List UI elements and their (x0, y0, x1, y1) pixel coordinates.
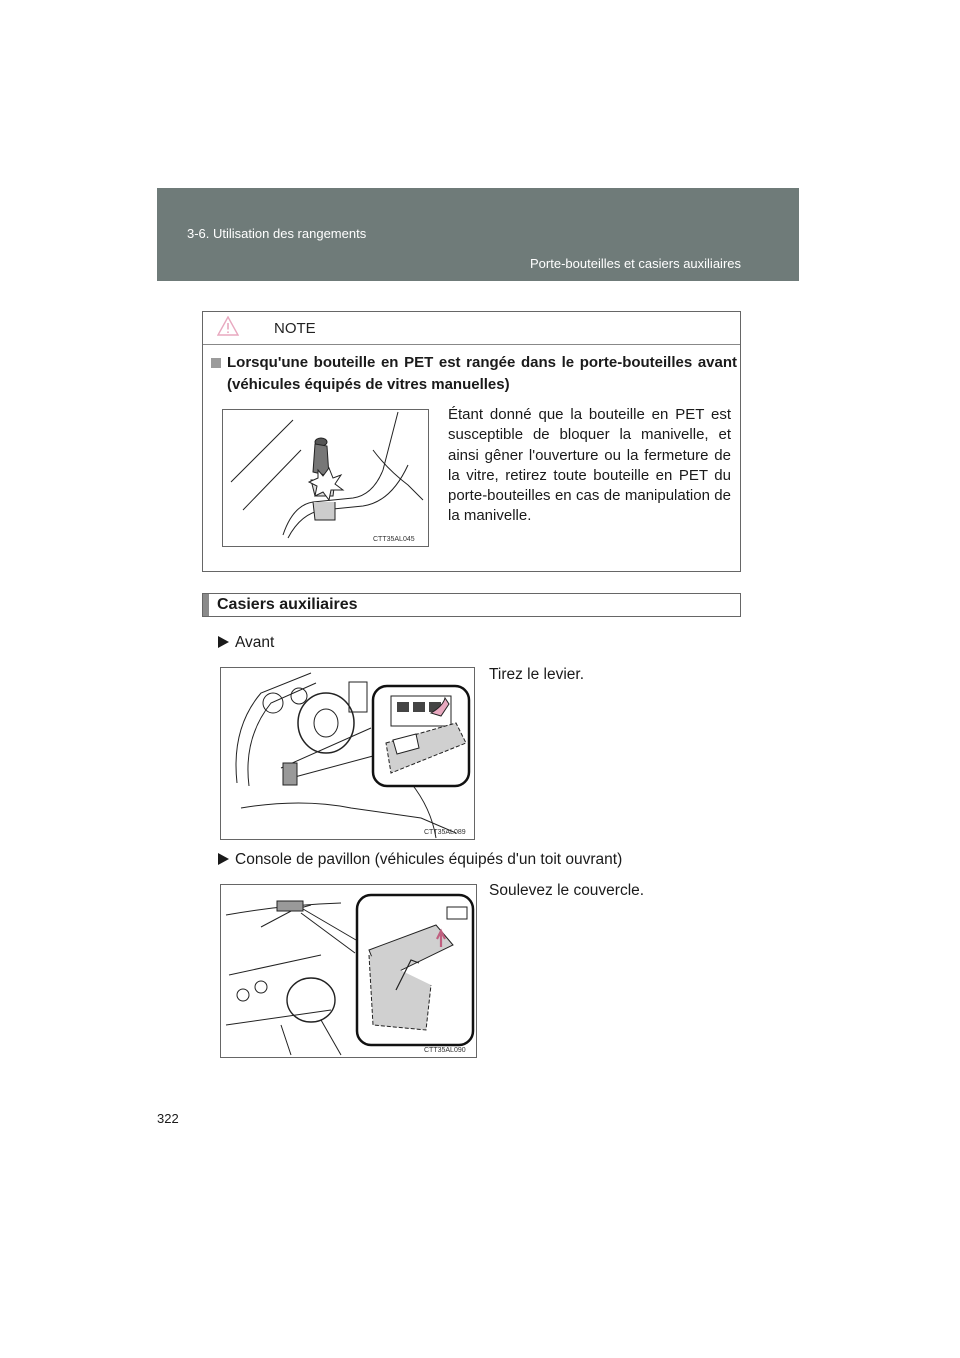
caption-overhead: Soulevez le couvercle. (489, 882, 645, 899)
list-item-overhead (218, 851, 622, 869)
bullet-square-icon (211, 358, 221, 368)
warning-icon (217, 316, 239, 336)
section-label: 3-6. Utilisation des rangements (187, 226, 367, 241)
section-heading (202, 593, 741, 617)
caption-front: Tirez le levier. (489, 666, 585, 683)
note-box (202, 311, 741, 572)
front-tray-illustration (220, 667, 475, 840)
page-header (157, 188, 799, 281)
figure-code: CTT35AL090 (424, 1047, 466, 1054)
section-marker (203, 594, 209, 616)
note-header (203, 312, 740, 345)
list-item-front (218, 634, 274, 652)
overhead-console-illustration (220, 884, 477, 1058)
figure-code: CTT35AL089 (424, 829, 466, 836)
list-item-label: Console de pavillon (véhicules équipés d'un toit ouvrant) (235, 851, 623, 868)
list-item-label: Avant (235, 634, 275, 651)
page-subtitle: Porte-bouteilles et casiers auxiliaires (530, 256, 741, 271)
arrow-bullet-icon (218, 636, 229, 648)
arrow-bullet-icon (218, 853, 229, 865)
note-title: Lorsqu'une bouteille en PET est rangée dans le porte-bouteilles avant (véhicules équipés de vitres manuelles) (227, 354, 737, 393)
section-title: Casiers auxiliaires (217, 596, 358, 613)
note-body: Étant donné que la bouteille en PET est susceptible de bloquer la manivelle, et ainsi gêner l'ouverture ou la fermeture de la vitre, retirez toute bouteille en PET du porte-bouteilles en cas de manipulation de la manivelle. (448, 406, 731, 525)
figure-code: CTT35AL045 (373, 536, 415, 543)
note-label: NOTE (274, 320, 316, 337)
page-number: 322 (157, 1111, 179, 1126)
bottle-holder-illustration (222, 409, 429, 547)
